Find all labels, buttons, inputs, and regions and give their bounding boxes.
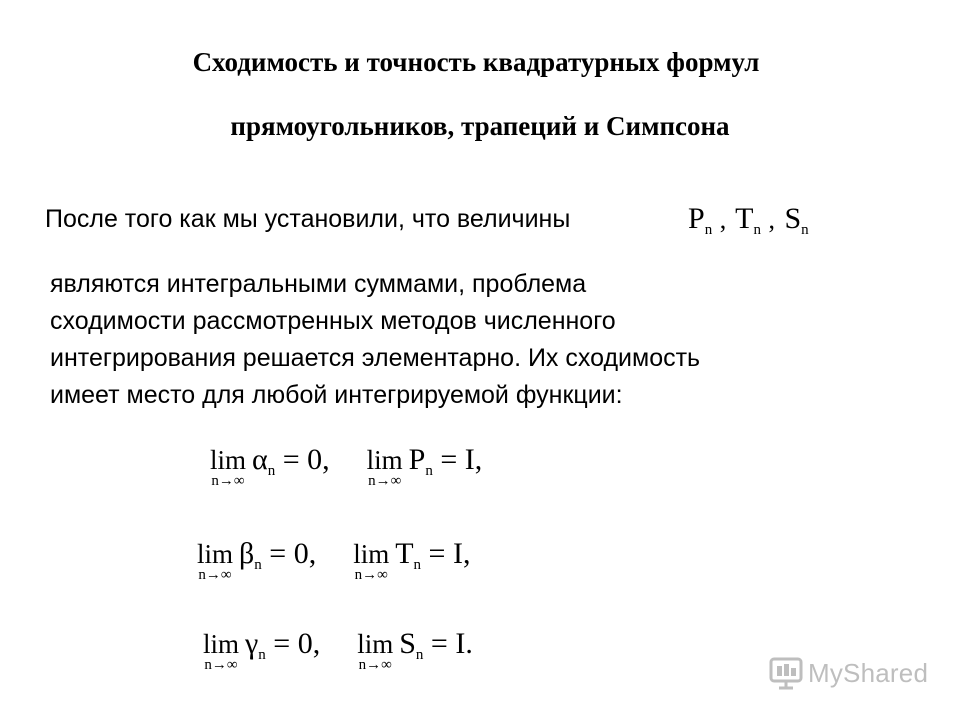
math-symbol: T bbox=[395, 537, 414, 570]
paragraph-line: интегрирования решается элементарно. Их сходимость bbox=[50, 344, 701, 372]
limit-operator bbox=[210, 446, 246, 488]
math-subscript: n bbox=[425, 463, 433, 479]
slide-title-line-1: Сходимость и точность квадратурных формул bbox=[192, 47, 760, 77]
lim-label: lim bbox=[197, 539, 234, 569]
math-subscript: n bbox=[258, 647, 266, 663]
watermark-text: MyShared bbox=[808, 657, 929, 688]
limit-operator bbox=[367, 446, 403, 488]
limit-operator bbox=[203, 630, 239, 672]
math-separator: , bbox=[719, 205, 727, 234]
math-rhs: = I, bbox=[432, 443, 483, 476]
slide-title-line-2: прямоугольников, трапеций и Симпсона bbox=[230, 111, 730, 141]
limit-expression bbox=[408, 443, 483, 485]
limit-expression bbox=[252, 443, 330, 485]
lim-under: n→∞ bbox=[354, 567, 388, 583]
limit-operator bbox=[357, 630, 393, 672]
lim-under: n→∞ bbox=[368, 473, 402, 489]
intro-sentence: После того как мы установили, что величины bbox=[45, 205, 571, 233]
symbol-t: T bbox=[735, 202, 754, 235]
limit-expression bbox=[395, 537, 471, 579]
lim-label: lim bbox=[357, 629, 394, 659]
limit-expression bbox=[239, 537, 317, 579]
formula-row-simpson bbox=[203, 627, 473, 673]
limit-operator bbox=[197, 540, 233, 582]
lim-under: n→∞ bbox=[211, 473, 245, 489]
math-subscript: n bbox=[267, 463, 276, 479]
lim-under: n→∞ bbox=[198, 567, 232, 583]
inline-math-sums bbox=[688, 204, 809, 238]
subscript-t: n bbox=[753, 222, 761, 238]
math-rhs: = 0, bbox=[275, 443, 330, 476]
math-rhs: = I, bbox=[421, 537, 471, 570]
limit-operator bbox=[353, 540, 389, 582]
symbol-p: P bbox=[688, 202, 705, 235]
lim-label: lim bbox=[353, 539, 390, 569]
math-subscript: n bbox=[415, 647, 424, 663]
math-symbol: β bbox=[239, 537, 255, 570]
body-paragraph bbox=[50, 266, 700, 414]
formula-row-rectangles bbox=[210, 443, 483, 489]
symbol-s: S bbox=[784, 202, 802, 235]
math-symbol: α bbox=[252, 443, 268, 476]
paragraph-line: сходимости рассмотренных методов численного bbox=[50, 307, 616, 335]
math-rhs: = 0, bbox=[261, 537, 317, 570]
math-subscript: n bbox=[254, 557, 262, 573]
paragraph-line: являются интегральными суммами, проблема bbox=[50, 270, 587, 298]
lim-label: lim bbox=[210, 445, 247, 475]
subscript-s: n bbox=[801, 222, 809, 238]
math-rhs: = I. bbox=[423, 627, 473, 660]
subscript-p: n bbox=[704, 222, 713, 238]
lim-label: lim bbox=[366, 445, 403, 475]
lim-label: lim bbox=[203, 629, 240, 659]
myshared-watermark bbox=[768, 655, 928, 691]
lim-under: n→∞ bbox=[204, 657, 238, 673]
math-symbol: γ bbox=[245, 627, 259, 660]
math-symbol: S bbox=[399, 627, 416, 660]
presentation-board-icon bbox=[768, 656, 804, 690]
limit-expression bbox=[245, 627, 321, 669]
paragraph-line: имеет место для любой интегрируемой функции: bbox=[50, 381, 623, 409]
lim-under: n→∞ bbox=[358, 657, 392, 673]
limit-expression bbox=[399, 627, 473, 669]
math-rhs: = 0, bbox=[265, 627, 321, 660]
math-subscript: n bbox=[413, 557, 422, 573]
math-separator: , bbox=[768, 205, 775, 234]
math-symbol: P bbox=[408, 443, 426, 476]
formula-row-trapezoids bbox=[197, 537, 471, 583]
